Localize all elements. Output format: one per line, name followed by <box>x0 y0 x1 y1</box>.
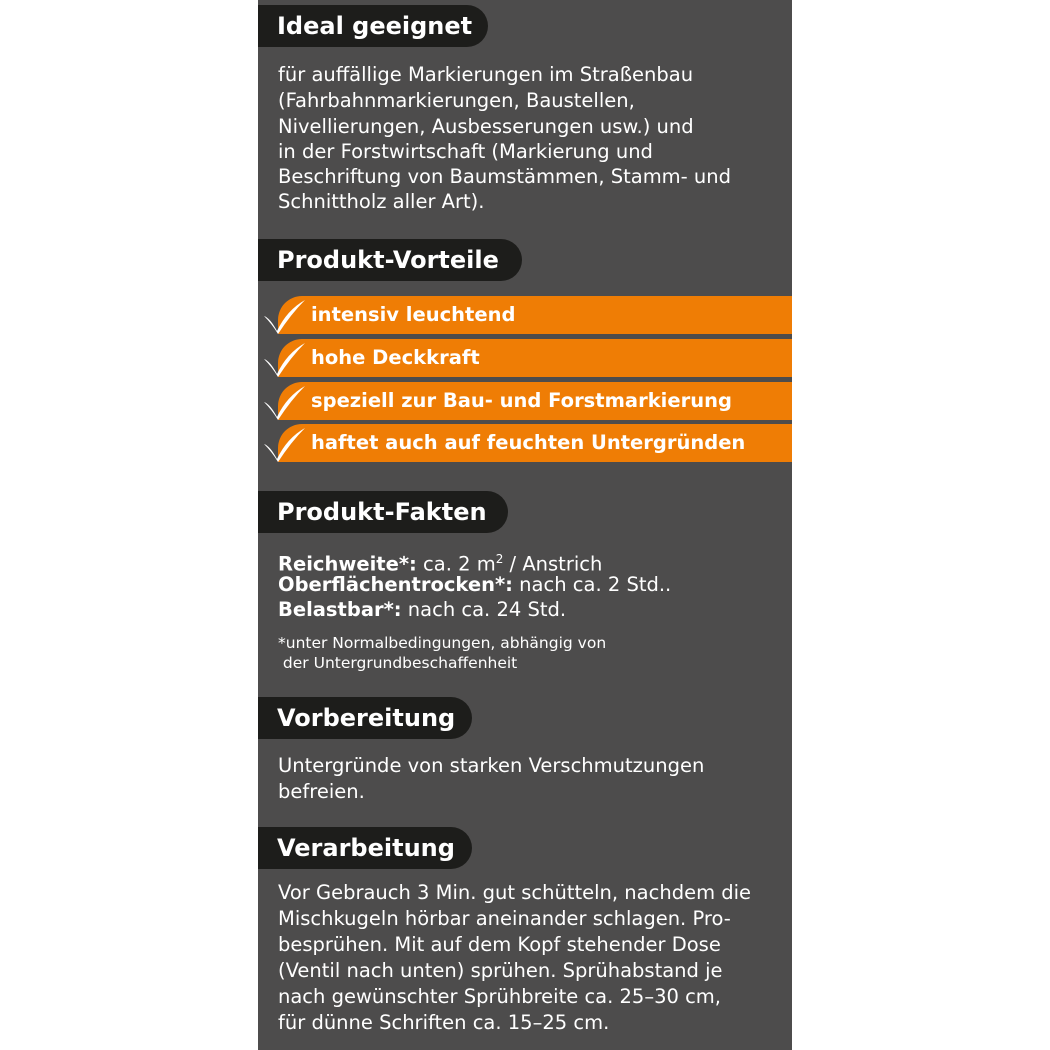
verarbeitung-line: Mischkugeln hörbar aneinander schlagen. Pro- <box>278 907 731 930</box>
ideal-line: Nivellierungen, Ausbesserungen usw.) und <box>278 115 694 138</box>
advantage-label: haftet auch auf feuchten Untergründen <box>311 431 746 454</box>
verarbeitung-line: nach gewünschter Sprühbreite ca. 25–30 cm, <box>278 985 721 1008</box>
fact-label: Reichweite*: <box>278 552 417 576</box>
footnote-line: *unter Normalbedingungen, abhängig von <box>278 634 607 652</box>
advantage-label: speziell zur Bau- und Forstmarkierung <box>311 389 732 412</box>
heading-fakten: Produkt-Fakten <box>258 491 508 533</box>
advantage-bar <box>278 424 792 462</box>
fact-value-suffix: / Anstrich <box>503 552 603 576</box>
verarbeitung-line: für dünne Schriften ca. 15–25 cm. <box>278 1011 610 1034</box>
fact-value: nach ca. 24 Std. <box>401 598 567 621</box>
fact-label: Belastbar*: <box>278 598 402 621</box>
advantage-bar <box>278 296 792 334</box>
heading-vorbereitung: Vorbereitung <box>258 697 472 739</box>
check-icon <box>261 298 307 336</box>
fact-value: ca. 2 m <box>416 552 496 576</box>
fact-label: Oberflächentrocken*: <box>278 573 513 596</box>
check-icon <box>261 341 307 379</box>
advantage-bar <box>278 339 792 377</box>
ideal-line: (Fahrbahnmarkierungen, Baustellen, <box>278 89 635 112</box>
heading-ideal: Ideal geeignet <box>258 5 488 47</box>
fact-row-belastbar <box>278 598 566 622</box>
ideal-line: in der Forstwirtschaft (Markierung und <box>278 140 653 163</box>
verarbeitung-line: Vor Gebrauch 3 Min. gut schütteln, nachdem die <box>278 881 752 904</box>
verarbeitung-line: besprühen. Mit auf dem Kopf stehender Dose <box>278 933 721 956</box>
heading-verarbeitung: Verarbeitung <box>258 827 472 869</box>
advantage-label: intensiv leuchtend <box>311 303 516 326</box>
ideal-line: Beschriftung von Baumstämmen, Stamm- und <box>278 165 732 188</box>
advantage-bar <box>278 382 792 420</box>
fact-superscript: 2 <box>495 552 504 566</box>
fact-row-oberflaechentrocken <box>278 573 671 597</box>
fact-value: nach ca. 2 Std.. <box>512 573 672 596</box>
check-icon <box>261 426 307 464</box>
vorbereitung-line: Untergründe von starken Verschmutzungen <box>278 754 705 777</box>
product-info-panel <box>258 0 792 1050</box>
heading-vorteile: Produkt-Vorteile <box>258 239 522 281</box>
ideal-line: für auffällige Markierungen im Straßenbau <box>278 63 694 86</box>
ideal-line: Schnittholz aller Art). <box>278 190 485 213</box>
vorbereitung-line: befreien. <box>278 780 365 803</box>
advantage-label: hohe Deckkraft <box>311 346 480 369</box>
check-icon <box>261 384 307 422</box>
verarbeitung-line: (Ventil nach unten) sprühen. Sprühabstand je <box>278 959 723 982</box>
footnote-line: der Untergrundbeschaffenheit <box>278 654 518 672</box>
